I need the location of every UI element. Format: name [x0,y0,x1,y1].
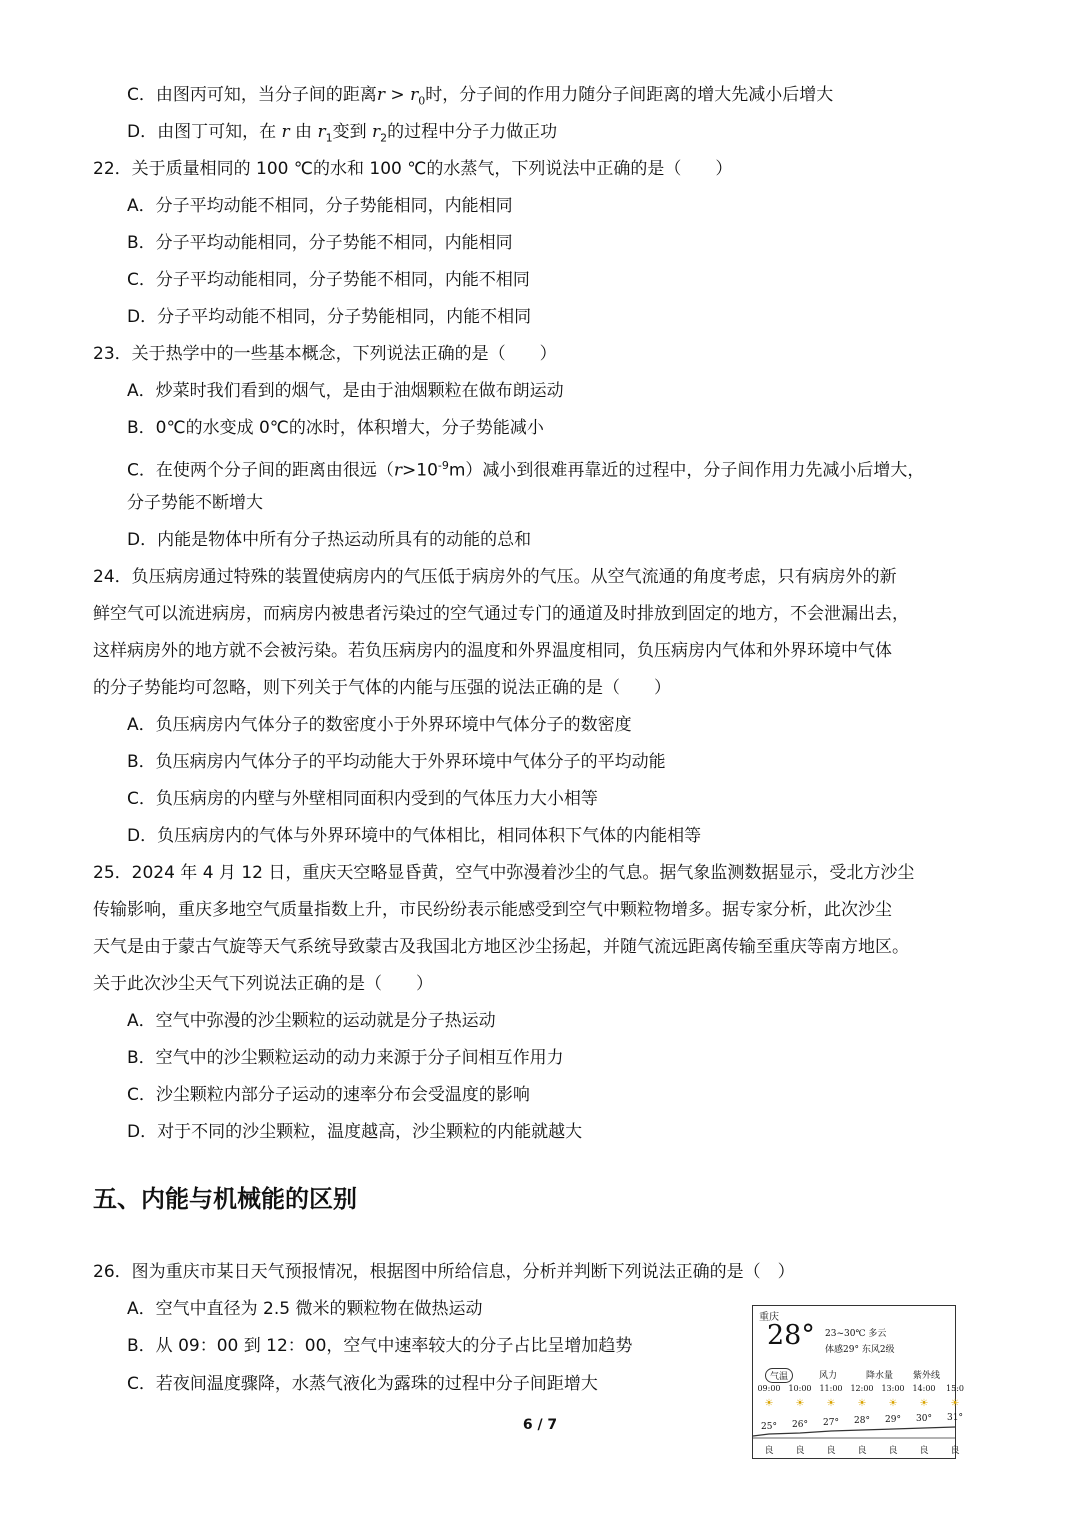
weather-hour-temp: 25° [761,1422,777,1432]
page-number: 6 / 7 [522,1417,558,1433]
q21-option-c: C．由图丙可知，当分子间的距离$r > r_0$时，分子间的作用力随分子间距离的增大先减小后增大 [127,85,834,108]
q26-option-b: B．从 09：00 到 12：00，空气中速率较大的分子占比呈增加趋势 [127,1336,633,1356]
weather-range: 23~30℃ 多云 [825,1329,887,1339]
q23-option-c-continued: 分子势能不断增大 [127,493,263,513]
aqi-label: 良 [795,1446,805,1456]
weather-tab-temperature: 气温 [765,1368,793,1383]
q23-option-d: D．内能是物体中所有分子热运动所具有的动能的总和 [127,530,532,550]
q22-option-a: A．分子平均动能不相同，分子势能相同，内能相同 [127,196,513,216]
q25-stem-line: 关于此次沙尘天气下列说法正确的是（ ） [93,974,433,994]
q23-option-b: B．0℃的水变成 0℃的冰时，体积增大，分子势能减小 [127,418,544,438]
q22-option-c: C．分子平均动能相同，分子势能不相同，内能不相同 [127,270,530,290]
q25-option-c: C．沙尘颗粒内部分子运动的速率分布会受温度的影响 [127,1085,530,1105]
q25-option-a: A．空气中弥漫的沙尘颗粒的运动就是分子热运动 [127,1011,496,1031]
sun-icon: ☀ [826,1398,836,1409]
sun-icon: ☀ [950,1398,960,1409]
sun-icon: ☀ [919,1398,929,1409]
q23-option-a: A．炒菜时我们看到的烟气，是由于油烟颗粒在做布朗运动 [127,381,564,401]
q26-option-a: A．空气中直径为 2.5 微米的颗粒物在做热运动 [127,1299,483,1319]
aqi-label: 良 [764,1446,774,1456]
q26-stem: 26．图为重庆市某日天气预报情况，根据图中所给信息，分析并判断下列说法正确的是（ ） [93,1262,795,1282]
q22-stem: 22．关于质量相同的 100 ℃的水和 100 ℃的水蒸气，下列说法中正确的是（ ） [93,159,733,179]
weather-forecast-figure [752,1305,964,1459]
q24-stem-line: 的分子势能均可忽略，则下列关于气体的内能与压强的说法正确的是（ ） [93,678,671,698]
weather-tab-uv: 紫外线 [913,1371,941,1381]
q26-option-c: C．若夜间温度骤降，水蒸气液化为露珠的过程中分子间距增大 [127,1374,598,1394]
q24-option-b: B．负压病房内气体分子的平均动能大于外界环境中气体分子的平均动能 [127,752,666,772]
q23-stem: 23．关于热学中的一些基本概念，下列说法正确的是（ ） [93,344,557,364]
q23-option-c: C．在使两个分子间的距离由很远$(r>10^{-9}m)$减小到很难再靠近的过程中，分子间作用力先减小后增大， [127,459,925,481]
q25-option-d: D．对于不同的沙尘颗粒，温度越高，沙尘颗粒的内能就越大 [127,1122,583,1142]
q21-option-d: D．由图丁可知，在 r 由 $r_1$变到 $r_2$的过程中分子力做正功 [127,122,558,145]
weather-hour: 09:00 [757,1384,781,1393]
weather-hour-temp: 29° [885,1415,901,1425]
q22-option-b: B．分子平均动能相同，分子势能不相同，内能相同 [127,233,513,253]
q24-stem-line: 这样病房外的地方就不会被污染。若负压病房内的温度和外界温度相同，负压病房内气体和外界环境中气体 [93,641,892,661]
weather-hour-temp: 31° [947,1413,963,1423]
q24-stem-line: 鲜空气可以流进病房，而病房内被患者污染过的空气通过专门的通道及时排放到固定的地方，不会泄漏出去， [93,604,909,624]
weather-tab-wind: 风力 [819,1371,838,1381]
aqi-label: 良 [826,1446,836,1456]
weather-hour-temp: 30° [916,1414,932,1424]
weather-hour-temp: 27° [823,1418,839,1428]
q24-option-c: C．负压病房的内壁与外壁相同面积内受到的气体压力大小相等 [127,789,598,809]
q24-stem-line: 24．负压病房通过特殊的装置使病房内的气压低于病房外的气压。从空气流通的角度考虑，只有病房外的新 [93,567,897,587]
weather-hour: 14:00 [912,1384,936,1393]
section-title: 五、内能与机械能的区别 [93,1185,357,1213]
weather-current-temp: 28° [767,1320,815,1351]
sun-icon: ☀ [764,1398,774,1409]
weather-hour: 15:0 [946,1384,964,1393]
weather-hour-temp: 28° [854,1416,870,1426]
q25-option-b: B．空气中的沙尘颗粒运动的动力来源于分子间相互作用力 [127,1048,564,1068]
sun-icon: ☀ [888,1398,898,1409]
weather-city: 重庆 [759,1312,779,1323]
weather-hour: 11:00 [819,1384,843,1393]
weather-hour: 12:00 [850,1384,874,1393]
q24-option-d: D．负压病房内的气体与外界环境中的气体相比，相同体积下气体的内能相等 [127,826,702,846]
weather-hour: 13:00 [881,1384,905,1393]
aqi-label: 良 [950,1446,960,1456]
sun-icon: ☀ [795,1398,805,1409]
weather-hour-temp: 26° [792,1420,808,1430]
q24-option-a: A．负压病房内气体分子的数密度小于外界环境中气体分子的数密度 [127,715,632,735]
sun-icon: ☀ [857,1398,867,1409]
q22-option-d: D．分子平均动能不相同，分子势能相同，内能不相同 [127,307,532,327]
weather-hour: 10:00 [788,1384,812,1393]
aqi-label: 良 [888,1446,898,1456]
weather-feel: 体感29° 东风2级 [825,1345,895,1355]
aqi-label: 良 [857,1446,867,1456]
weather-tab-precip: 降水量 [866,1371,894,1381]
q25-stem-line: 25．2024 年 4 月 12 日，重庆天空略显昏黄，空气中弥漫着沙尘的气息。据气象监测数据显示，受北方沙尘 [93,863,915,883]
q25-stem-line: 传输影响，重庆多地空气质量指数上升，市民纷纷表示能感受到空气中颗粒物增多。据专家分析，此次沙尘 [93,900,892,920]
q25-stem-line: 天气是由于蒙古气旋等天气系统导致蒙古及我国北方地区沙尘扬起，并随气流远距离传输至重庆等南方地区。 [93,937,909,957]
aqi-label: 良 [919,1446,929,1456]
